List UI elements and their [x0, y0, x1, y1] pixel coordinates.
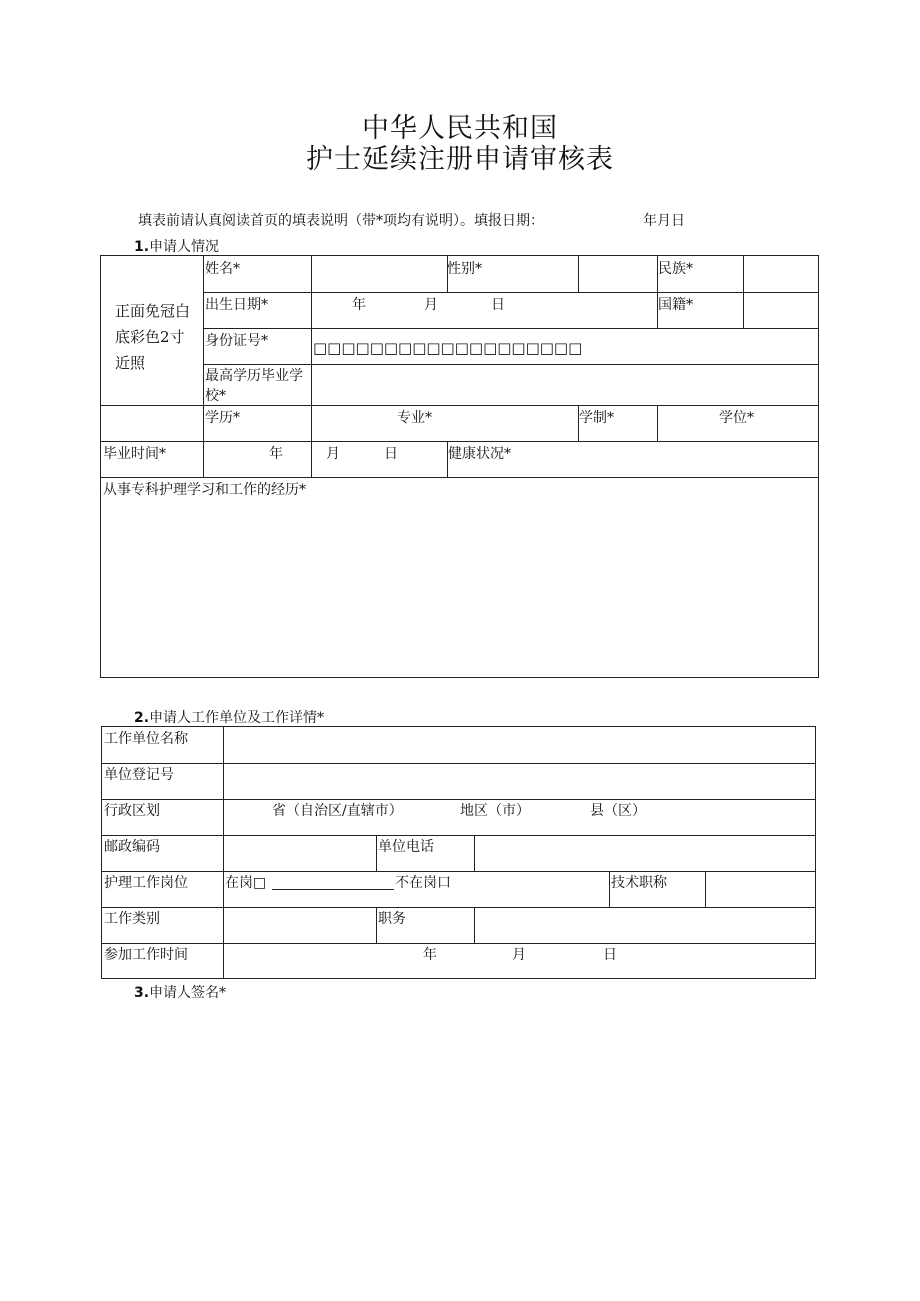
graduation-day[interactable]: 日 — [384, 446, 398, 462]
work-start-year[interactable]: 年 — [423, 947, 437, 963]
fill-date[interactable]: 年月日 — [643, 213, 685, 229]
section1-number: 1. — [134, 239, 150, 255]
section3-number: 3. — [134, 985, 150, 1001]
unit-reg-no-label: 单位登记号 — [104, 767, 174, 783]
id-number-label: 身份证号* — [205, 333, 268, 349]
birth-day[interactable]: 日 — [491, 297, 505, 313]
admin-region-label: 行政区划 — [104, 803, 160, 819]
applicant-info-table — [100, 255, 819, 678]
form-title-line1: 中华人民共和国 — [362, 113, 558, 144]
birth-date-label: 出生日期* — [205, 297, 268, 313]
fill-instruction: 填表前请认真阅读首页的填表说明（带*项均有说明）。填报日期： — [138, 213, 544, 229]
gender-label: 性别* — [447, 261, 482, 277]
on-post-checkbox[interactable]: 在岗□ — [225, 875, 267, 891]
major-label: 专业* — [397, 410, 432, 426]
education-label: 学历* — [205, 410, 240, 426]
off-post-checkbox[interactable]: 不在岗口 — [395, 875, 451, 891]
tech-title-label: 技术职称 — [611, 875, 667, 891]
postal-code-label: 邮政编码 — [104, 839, 160, 855]
ethnicity-label: 民族* — [658, 261, 693, 277]
section2-heading — [134, 707, 324, 727]
section3-title: 申请人签名* — [149, 985, 227, 1001]
prefecture-field[interactable]: 地区（市） — [460, 803, 530, 819]
graduation-month[interactable]: 月 — [326, 446, 340, 462]
county-field[interactable]: 县（区） — [590, 803, 646, 819]
signature-area[interactable] — [100, 1020, 820, 1250]
photo-placeholder[interactable]: 正面免冠白底彩色2寸近照 — [115, 302, 191, 372]
unit-phone-label: 单位电话 — [378, 839, 434, 855]
nationality-label: 国籍* — [658, 297, 693, 313]
form-title-line2: 护士延续注册申请审核表 — [306, 144, 614, 175]
name-label: 姓名* — [205, 261, 240, 277]
work-start-day[interactable]: 日 — [603, 947, 617, 963]
section3-heading — [134, 982, 226, 1002]
health-status-label: 健康状况* — [448, 446, 511, 462]
job-position-label: 职务 — [378, 911, 406, 927]
birth-year[interactable]: 年 — [352, 297, 366, 313]
duration-label: 学制* — [579, 410, 614, 426]
experience-label: 从事专科护理学习和工作的经历* — [103, 482, 306, 498]
work-start-label: 参加工作时间 — [104, 947, 188, 963]
nursing-post-label: 护理工作岗位 — [104, 875, 188, 891]
work-type-label: 工作类别 — [104, 911, 160, 927]
id-number-boxes[interactable]: □□□□□□□□□□□□□□□□□□□ — [313, 339, 583, 357]
graduation-year[interactable]: 年 — [269, 446, 283, 462]
work-start-month[interactable]: 月 — [512, 947, 526, 963]
unit-name-label: 工作单位名称 — [104, 731, 188, 747]
work-unit-table — [101, 726, 816, 979]
section2-number: 2. — [134, 710, 150, 726]
section1-heading — [134, 236, 219, 256]
section2-title: 申请人工作单位及工作详情* — [149, 710, 325, 726]
school-label: 最高学历毕业学校* — [205, 368, 303, 404]
section1-title: 申请人情况 — [149, 239, 220, 255]
degree-label: 学位* — [719, 410, 754, 426]
birth-month[interactable]: 月 — [424, 297, 438, 313]
province-field[interactable]: 省（自治区/直辖市） — [272, 803, 403, 819]
graduation-time-label: 毕业时间* — [103, 446, 166, 462]
